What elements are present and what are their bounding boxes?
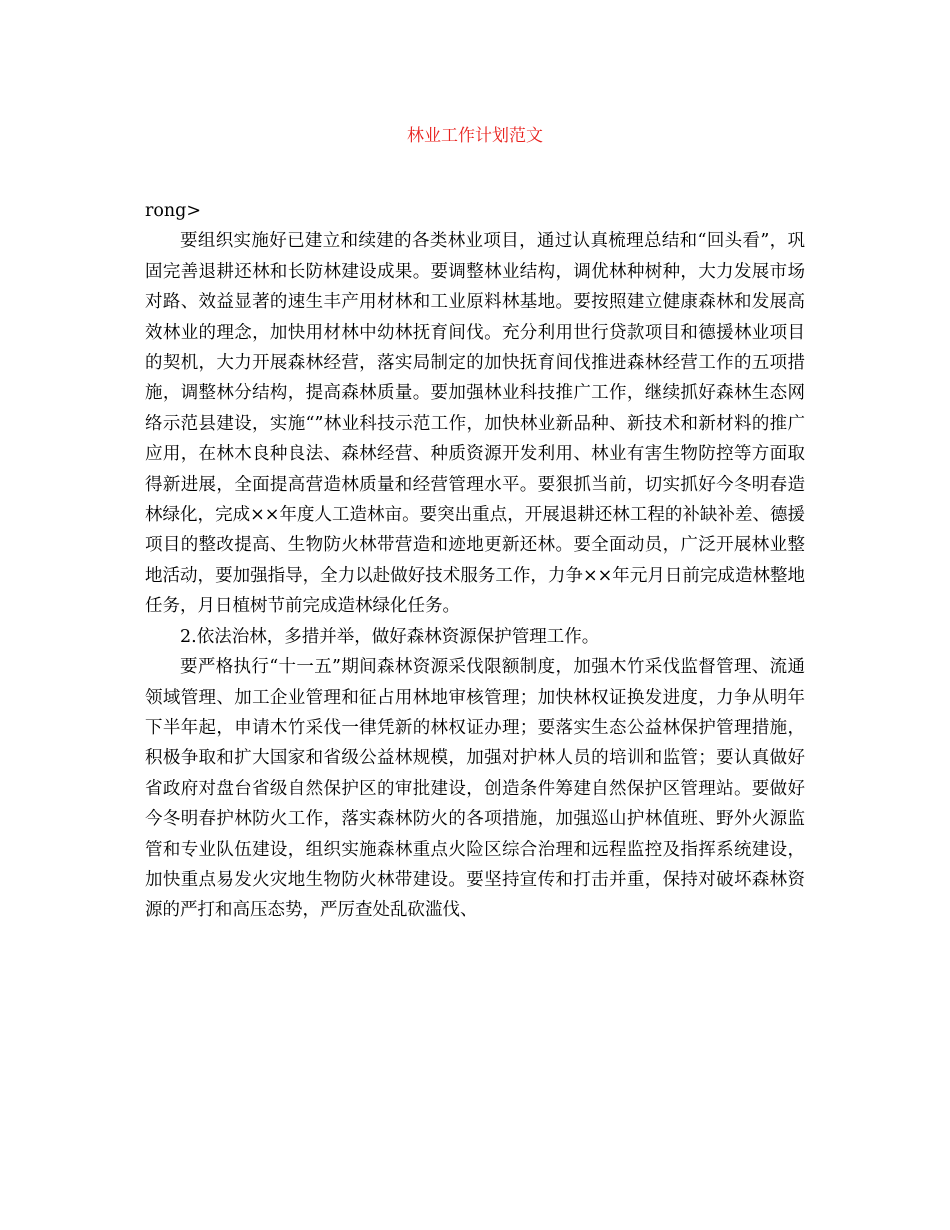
paragraph: 要组织实施好已建立和续建的各类林业项目，通过认真梳理总结和“回头看”，巩固完善退耕还林和长防林建设成果。要调整林业结构，调优林种树种，大力发展市场对路、效益显著的速生丰产用材林和工业原料林基地。要按照建立健康森林和发展高效林业的理念，加快用材林中幼林抚育间伐。充分利用世行贷款项目和德援林业项目的契机，大力开展森林经营，落实局制定的加快抚育间伐推进森林经营工作的五项措施，调整林分结构，提高森林质量。要加强林业科技推广工作，继续抓好森林生态网络示范县建设，实施“”林业科技示范工作，加快林业新品种、新技术和新材料的推广应用，在林木良种良法、森林经营、种质资源开发利用、林业有害生物防控等方面取得新进展，全面提高营造林质量和经营管理水平。要狠抓当前，切实抓好今冬明春造林绿化，完成××年度人工造林亩。要突出重点，开展退耕还林工程的补缺补差、德援项目的整改提高、生物防火林带营造和迹地更新还林。要全面动员，广泛开展林业整地活动，要加强指导，全力以赴做好技术服务工作，力争××年元月日前完成造林整地任务，月日植树节前完成造林绿化任务。	[145, 231, 805, 617]
paragraph: rong>	[145, 201, 202, 221]
paragraph: 要严格执行“十一五”期间森林资源采伐限额制度，加强木竹采伐监督管理、流通领域管理、加工企业管理和征占用林地审核管理；加快林权证换发进度，力争从明年下半年起，申请木竹采伐一律凭新的林权证办理；要落实生态公益林保护管理措施，积极争取和扩大国家和省级公益林规模，加强对护林人员的培训和监管；要认真做好省政府对盘台省级自然保护区的审批建设，创造条件筹建自然保护区管理站。要做好今冬明春护林防火工作，落实森林防火的各项措施，加强巡山护林值班、野外火源监管和专业队伍建设，组织实施森林重点火险区综合治理和远程监控及指挥系统建设，加快重点易发火灾地生物防火林带建设。要坚持宣传和打击并重，保持对破坏森林资源的严打和高压态势，严厉查处乱砍滥伐、	[145, 657, 805, 921]
paragraph: 2.依法治林，多措并举，做好森林资源保护管理工作。	[180, 626, 600, 647]
document-title: 林业工作计划范文	[407, 126, 543, 146]
document-body	[145, 196, 805, 926]
